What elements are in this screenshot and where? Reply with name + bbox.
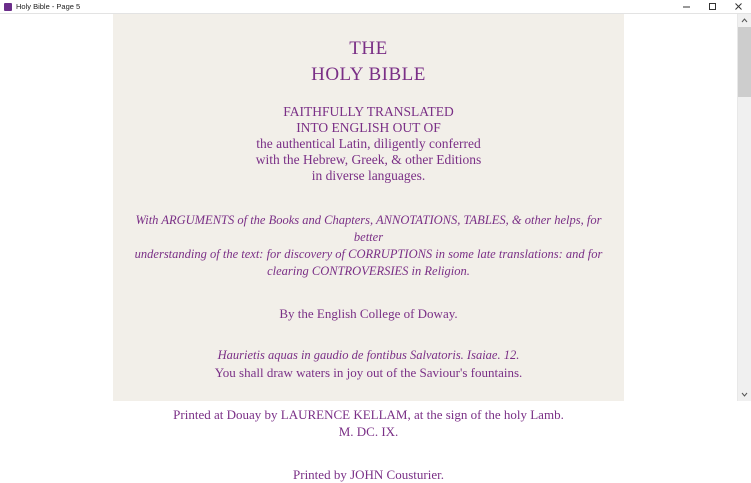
imprint-line: Printed at Douay by LAURENCE KELLAM, at the sign of the holy Lamb. (173, 407, 564, 422)
minimize-icon (682, 2, 691, 11)
book-icon (4, 3, 12, 11)
latin-epigraph-translation: You shall draw waters in joy out of the Saviour's fountains. (214, 365, 523, 380)
translation-line: in diverse languages. (311, 168, 426, 183)
scroll-up-button[interactable] (738, 14, 751, 27)
arguments-line: understanding of the text: for discovery of CORRUPTIONS in some late translations: and for (134, 247, 603, 261)
window-title: Holy Bible - Page 5 (16, 2, 81, 11)
arguments-line: With ARGUMENTS of the Books and Chapters, ANNOTATIONS, TABLES, & other helps, for better (135, 213, 602, 244)
maximize-button[interactable] (699, 0, 725, 13)
printer-statement: Printed by JOHN Cousturier. (293, 467, 444, 482)
title-line-1: THE (349, 38, 388, 59)
window-controls (673, 0, 751, 13)
window-title-bar (0, 0, 751, 14)
title-bar-left-group (0, 0, 80, 13)
college-attribution: By the English College of Doway. (279, 306, 458, 321)
imprint-statement (125, 406, 612, 440)
imprint-line: M. DC. IX. (338, 424, 399, 439)
scroll-down-button[interactable] (738, 388, 751, 401)
vertical-scrollbar[interactable] (737, 14, 751, 401)
scrollbar-track[interactable] (738, 97, 751, 388)
arguments-line: clearing CONTROVERSIES in Religion. (267, 264, 470, 278)
maximize-icon (708, 2, 717, 11)
title-line-2: HOLY BIBLE (311, 64, 426, 85)
close-icon (734, 2, 743, 11)
close-button[interactable] (725, 0, 751, 13)
translation-statement (125, 104, 612, 184)
chevron-up-icon (741, 18, 748, 23)
document-page (113, 14, 624, 482)
document-viewport (0, 14, 751, 482)
translation-line: INTO ENGLISH OUT OF (296, 120, 441, 135)
chevron-down-icon (741, 392, 748, 397)
translation-line: with the Hebrew, Greek, & other Editions (255, 152, 482, 167)
translation-line: FAITHFULLY TRANSLATED (283, 104, 454, 119)
page-content (113, 14, 624, 483)
latin-epigraph: Haurietis aquas in gaudio de fontibus Salvatoris. Isaiae. 12. (217, 348, 520, 362)
minimize-button[interactable] (673, 0, 699, 13)
translation-line: the authentical Latin, diligently conferred (256, 136, 481, 151)
page-area (0, 14, 737, 482)
scrollbar-thumb[interactable] (738, 27, 751, 97)
arguments-statement (125, 212, 612, 280)
